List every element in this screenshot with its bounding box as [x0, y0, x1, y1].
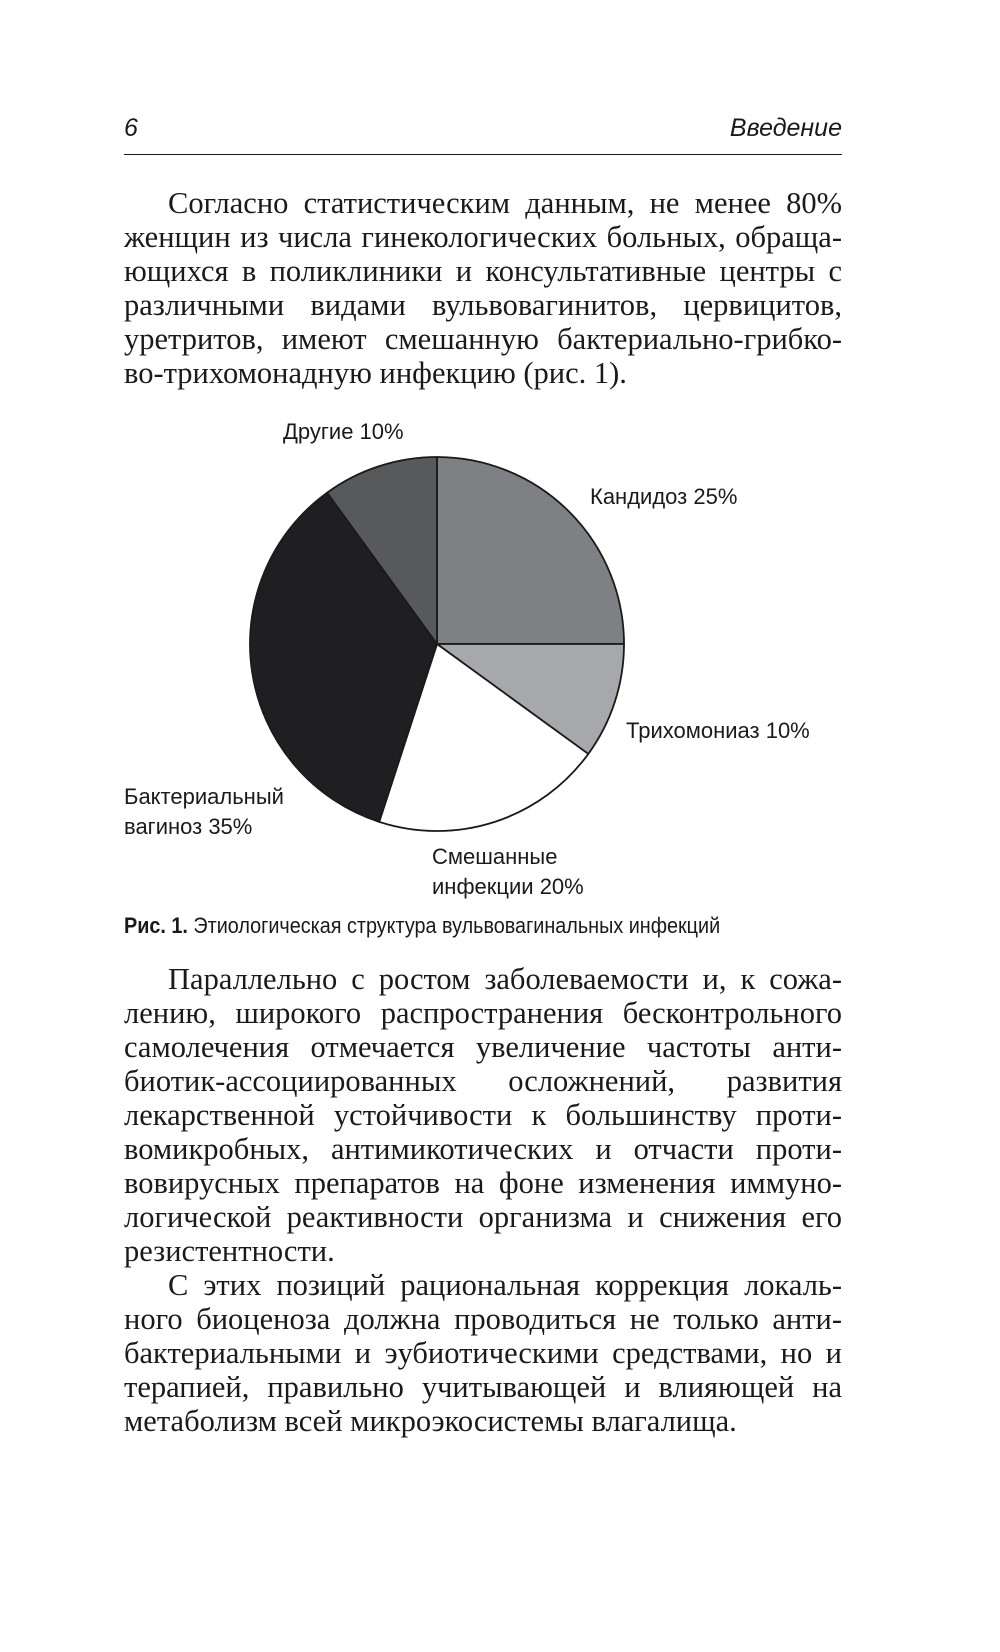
- text-line: ного биоценоза должна проводиться не только анти-: [124, 1302, 842, 1336]
- text-line: различными видами вульвовагинитов, цервицитов,: [124, 288, 842, 322]
- text-line: вомикробных, антимикотических и отчасти проти-: [124, 1132, 842, 1166]
- page-number: 6: [124, 114, 138, 142]
- pie-chart: [0, 400, 1000, 920]
- paragraph-2: [124, 962, 842, 1268]
- slice-label-1: Кандидоз 25%: [590, 484, 738, 509]
- slice-label-2: Трихомониаз 10%: [626, 718, 810, 743]
- text-line: лекарственной устойчивости к большинству проти-: [124, 1098, 842, 1132]
- text-line: лению, широкого распространения бесконтрольного: [124, 996, 842, 1030]
- text-line: Согласно статистическим данным, не менее 80%: [168, 186, 842, 220]
- text-line: вовирусных препаратов на фоне изменения иммуно-: [124, 1166, 842, 1200]
- running-header: [124, 110, 842, 155]
- text-line: биотик-ассоциированных осложнений, развития: [124, 1064, 842, 1098]
- slice-label-4: Бактериальный вагиноз 35%: [124, 784, 284, 839]
- paragraph-3: [124, 1268, 842, 1438]
- figure-caption-text: Этиологическая структура вульвовагинальных инфекций: [193, 913, 721, 938]
- figure-caption: [124, 913, 770, 939]
- paragraph-1: [124, 186, 842, 390]
- slice-label-5: Другие 10%: [283, 419, 404, 444]
- section-title: Введение: [729, 114, 842, 142]
- slice-label-3: Смешанные инфекции 20%: [432, 844, 584, 899]
- text-line: терапией, правильно учитывающей и влияющей на: [124, 1370, 842, 1404]
- text-line: Параллельно с ростом заболеваемости и, к сожа-: [168, 962, 842, 996]
- text-line: во-трихомонадную инфекцию (рис. 1).: [124, 356, 627, 390]
- text-line: бактериальными и эубиотическими средствами, но и: [124, 1336, 842, 1370]
- text-line: метаболизм всей микроэкосистемы влагалища.: [124, 1404, 737, 1438]
- text-line: уретритов, имеют смешанную бактериально-грибко-: [124, 322, 842, 356]
- pie-chart-figure: [0, 400, 1000, 920]
- figure-number: Рис. 1.: [124, 913, 188, 938]
- text-line: самолечения отмечается увеличение частоты анти-: [124, 1030, 842, 1064]
- text-line: женщин из числа гинекологических больных, обраща-: [124, 220, 842, 254]
- text-line: резистентности.: [124, 1234, 335, 1268]
- text-line: логической реактивности организма и снижения его: [124, 1200, 842, 1234]
- text-line: С этих позиций рациональная коррекция локаль-: [168, 1268, 842, 1302]
- text-line: ющихся в поликлиники и консультативные центры с: [124, 254, 842, 288]
